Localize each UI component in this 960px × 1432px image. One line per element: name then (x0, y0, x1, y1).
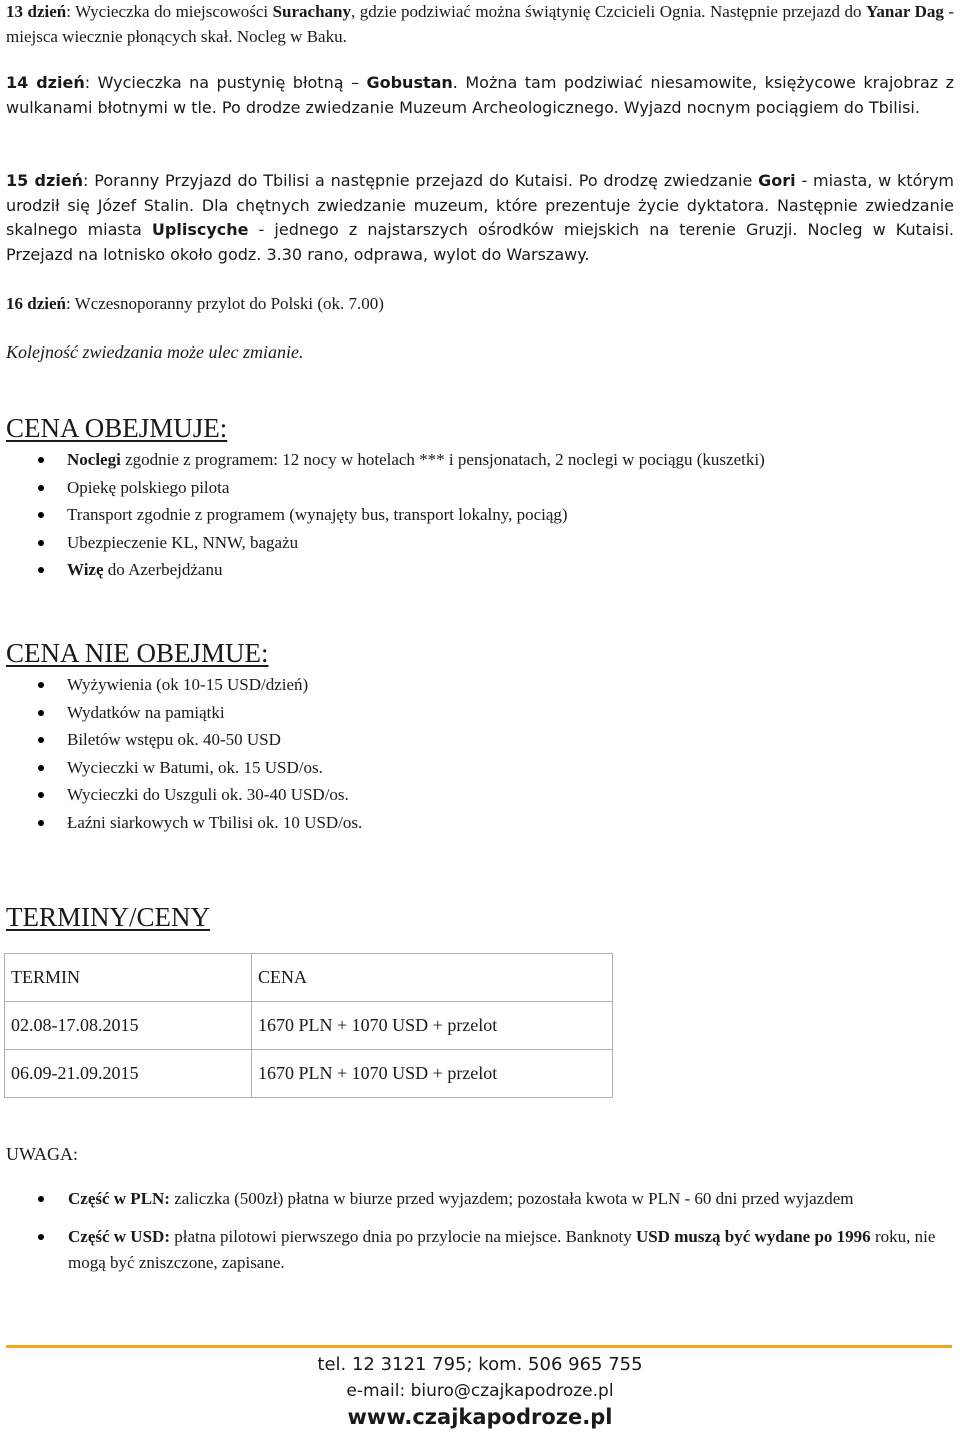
includes-heading: CENA OBEJMUJE: (6, 413, 228, 443)
list-item (0, 446, 765, 474)
list-item (0, 1224, 948, 1276)
place-name: Gobustan (366, 73, 453, 92)
list-item: Wyżywienia (ok 10-15 USD/dzień) (0, 671, 362, 699)
item-bold: Część w PLN: (68, 1189, 170, 1208)
separator: : (66, 2, 76, 21)
table-row (5, 1050, 613, 1098)
day-label: 16 dzień (6, 294, 66, 313)
table-row (5, 1002, 613, 1050)
includes-list (0, 446, 765, 584)
list-item (0, 1186, 948, 1212)
item-text: Ubezpieczenie KL, NNW, bagażu (67, 532, 299, 552)
item-text: Transport zgodnie z programem (wynajęty bus, transport lokalny, pociąg) (67, 505, 568, 524)
separator: : (84, 73, 98, 92)
excludes-heading: CENA NIE OBEJMUE: (6, 638, 269, 668)
table-header-row (5, 954, 613, 1002)
uwaga-list (0, 1186, 948, 1288)
day-label: 14 dzień (6, 73, 85, 92)
day-label: 13 dzień (6, 2, 67, 21)
cell-cena: 1670 PLN + 1070 USD + przelot (252, 1050, 613, 1098)
item-text: do Azerbejdżanu (103, 560, 223, 579)
item-text: roku, nie mogą być zniszczone, zapisane. (68, 1227, 936, 1272)
itinerary-day-14 (6, 71, 954, 120)
excludes-list (0, 671, 362, 836)
day-text: - miasta, w którym urodził się Józef Stalin. Dla chętnych zwiedzanie muzeum, które prezentuje życie dyktatora. Następnie zwiedzanie skalnego miasta (6, 171, 954, 239)
day-text: Poranny Przyjazd do Tbilisi a następnie przejazd do Kutaisi. Po drodzę zwiedzanie (94, 171, 759, 190)
day-text: - jednego z najstarszych ośrodków miejskich na terenie Gruzji. Nocleg w Kutaisi. Przejazd na lotnisko około godz. 3.30 rano, odprawa, wylot do Warszawy. (6, 220, 955, 264)
item-bold: Wizę (67, 560, 104, 579)
day-text: - miejsca wiecznie płonących skał. Nocleg w Baku. (6, 2, 955, 46)
place-name: Surachany (272, 2, 352, 21)
list-item (0, 556, 765, 584)
day-text: Wczesnoporanny przylot do Polski (ok. 7.00) (74, 294, 384, 313)
item-text: zaliczka (500zł) płatna w biurze przed wyjazdem; pozostała kwota w PLN - 60 dni przed wyjazdem (169, 1189, 854, 1208)
item-bold: Noclegi (67, 450, 121, 469)
cell-cena: 1670 PLN + 1070 USD + przelot (252, 1002, 613, 1050)
itinerary-day-16 (6, 292, 954, 317)
place-name: Yanar Dag (866, 2, 944, 21)
item-bold: Część w USD: (68, 1227, 170, 1246)
footer (0, 1352, 960, 1430)
day-text: Wycieczka na pustynię błotną – (97, 73, 367, 92)
footer-website[interactable]: www.czajkapodroze.pl (347, 1405, 613, 1429)
cell-termin: 06.09-21.09.2015 (5, 1050, 252, 1098)
day-label: 15 dzień (6, 171, 84, 190)
column-header-termin: TERMIN (5, 954, 252, 1002)
list-item (0, 501, 765, 529)
separator: : (83, 171, 95, 190)
itinerary-day-13 (6, 0, 954, 49)
day-text: Wycieczka do miejscowości (75, 2, 273, 21)
day-text: . Można tam podziwiać niesamowite, księżycowe krajobraz z wulkanami błotnymi w tle. Po drodze zwiedzanie Muzeum Archeologicznego. Wyjazd nocnym pociągiem do Tbilisi. (6, 73, 955, 117)
itinerary-note: Kolejność zwiedzania może ulec zmianie. (6, 342, 304, 362)
itinerary-day-15 (6, 169, 954, 267)
list-item: Łaźni siarkowych w Tbilisi ok. 10 USD/os. (0, 809, 362, 837)
place-name: Upliscyche (151, 220, 249, 239)
price-table (4, 953, 613, 1098)
terms-heading: TERMINY/CENY (6, 902, 210, 932)
list-item: Biletów wstępu ok. 40-50 USD (0, 726, 362, 754)
day-text: , gdzie podziwiać można świątynię Czcicieli Ognia. Następnie przejazd do (351, 2, 866, 21)
uwaga-label: UWAGA: (6, 1144, 78, 1164)
footer-rule (6, 1345, 952, 1348)
item-text: zgodnie z programem: 12 nocy w hotelach *** i pensjonatach, 2 noclegi w pociągu (kuszetki) (120, 450, 765, 469)
list-item: Wycieczki do Uszguli ok. 30-40 USD/os. (0, 781, 362, 809)
item-text: Opiekę polskiego pilota (67, 477, 230, 497)
cell-termin: 02.08-17.08.2015 (5, 1002, 252, 1050)
place-name: Gori (758, 171, 796, 190)
item-text: płatna pilotowi pierwszego dnia po przylocie na miejsce. Banknoty (169, 1227, 636, 1246)
column-header-cena: CENA (252, 954, 613, 1002)
list-item (0, 474, 765, 502)
footer-email[interactable]: e-mail: biuro@czajkapodroze.pl (346, 1381, 614, 1401)
list-item (0, 529, 765, 557)
list-item: Wydatków na pamiątki (0, 699, 362, 727)
separator: : (65, 294, 75, 313)
list-item: Wycieczki w Batumi, ok. 15 USD/os. (0, 754, 362, 782)
footer-phone: tel. 12 3121 795; kom. 506 965 755 (317, 1354, 643, 1375)
item-bold: USD muszą być wydane po 1996 (635, 1227, 871, 1246)
